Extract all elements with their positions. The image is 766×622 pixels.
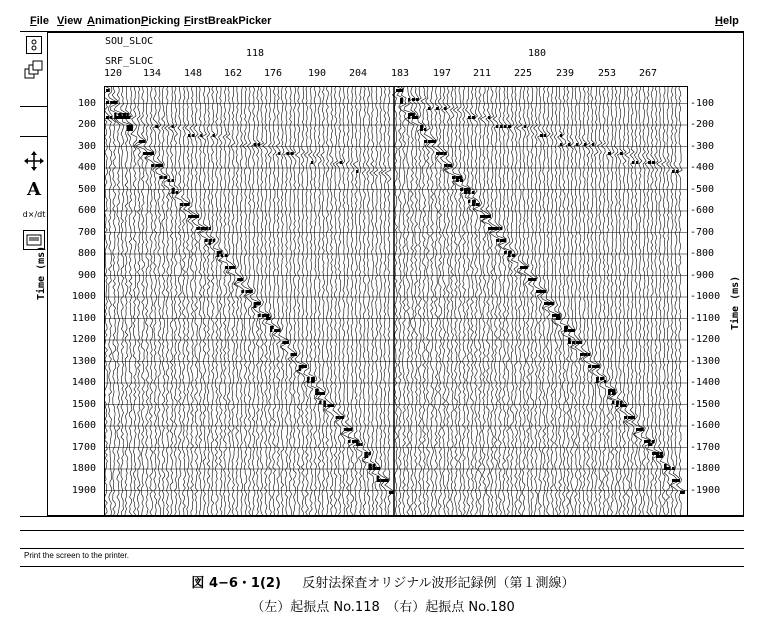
y-tick-label: -1100 bbox=[690, 312, 721, 324]
srf-tick-label: 176 bbox=[263, 68, 283, 79]
srf-tick-label: 197 bbox=[432, 68, 452, 79]
seismic-trace bbox=[362, 86, 368, 515]
seismic-trace-fill bbox=[488, 116, 492, 230]
seismic-trace-fill bbox=[180, 203, 184, 206]
figure-subtitle: （左）起振点 No.118 （右）起振点 No.180 bbox=[251, 600, 515, 615]
seismic-trace-fill bbox=[303, 365, 307, 368]
seismic-trace bbox=[605, 86, 612, 515]
y-tick-label: 500 bbox=[77, 183, 96, 195]
derivative-icon[interactable]: d×/dt bbox=[23, 204, 45, 226]
seismic-trace-fill bbox=[295, 353, 297, 356]
seismic-trace-fill bbox=[233, 266, 236, 269]
seismic-trace bbox=[653, 86, 661, 515]
seismic-trace bbox=[235, 86, 244, 515]
seismic-trace bbox=[288, 86, 296, 515]
seismic-trace bbox=[592, 86, 600, 515]
sou-label: SOU_SLOC bbox=[105, 36, 154, 47]
seismic-trace bbox=[206, 86, 212, 515]
seismic-trace bbox=[508, 86, 515, 515]
seismic-trace bbox=[311, 86, 319, 515]
seismic-trace bbox=[676, 86, 685, 515]
seismic-trace-fill bbox=[448, 164, 452, 167]
y-tick-label: 100 bbox=[77, 97, 96, 109]
seismic-trace-fill bbox=[548, 302, 552, 305]
y-tick-label: -900 bbox=[690, 269, 715, 281]
y-tick-label: -1000 bbox=[690, 291, 721, 302]
seismic-trace bbox=[192, 86, 200, 515]
seismic-trace bbox=[381, 86, 389, 515]
seismic-trace-fill bbox=[131, 125, 133, 131]
seismic-trace-fill bbox=[360, 443, 363, 446]
y-tick-label: -600 bbox=[690, 205, 715, 216]
seismic-trace bbox=[307, 86, 314, 515]
seismic-trace bbox=[168, 86, 174, 515]
layers-icon[interactable] bbox=[23, 60, 45, 82]
seismic-trace-fill bbox=[640, 428, 644, 431]
seismic-plot[interactable] bbox=[104, 86, 688, 516]
seismic-trace bbox=[608, 86, 616, 515]
seismic-trace bbox=[488, 86, 497, 515]
seismic-trace bbox=[600, 86, 606, 515]
menu-bar bbox=[20, 10, 744, 32]
seismic-trace bbox=[280, 86, 289, 515]
y-tick-label: 700 bbox=[77, 226, 96, 238]
seismic-trace bbox=[657, 86, 664, 515]
seismic-trace bbox=[645, 86, 653, 515]
seismic-trace bbox=[333, 86, 340, 515]
seismic-trace bbox=[571, 86, 581, 515]
seismic-trace-fill bbox=[389, 491, 394, 494]
seismic-trace-fill bbox=[196, 215, 200, 230]
seismic-trace-fill bbox=[262, 314, 267, 317]
seismic-trace bbox=[161, 86, 168, 515]
seismic-trace-fill bbox=[270, 326, 274, 332]
seismic-trace-fill bbox=[336, 416, 340, 419]
menu-view[interactable]: View bbox=[57, 15, 82, 27]
srf-tick-label: 190 bbox=[307, 68, 327, 79]
y-tick-label: -700 bbox=[690, 226, 715, 238]
seismic-trace bbox=[580, 86, 588, 515]
seismic-trace bbox=[664, 86, 670, 515]
seismic-trace-fill bbox=[385, 479, 389, 482]
y-tick-label: 800 bbox=[77, 248, 96, 259]
srf-tick-label: 134 bbox=[142, 68, 162, 79]
menu-file[interactable]: File bbox=[30, 15, 49, 27]
seismic-trace bbox=[445, 86, 456, 515]
seismic-trace bbox=[421, 86, 428, 515]
seismic-trace-fill bbox=[204, 227, 208, 242]
seismic-trace bbox=[250, 86, 259, 515]
srf-tick-label: 162 bbox=[223, 68, 243, 79]
seismic-trace bbox=[357, 86, 363, 515]
menu-animation[interactable]: Animation bbox=[87, 15, 141, 27]
seismic-trace bbox=[234, 86, 242, 515]
srf-tick-label: 211 bbox=[472, 68, 492, 79]
y-tick-label: 1200 bbox=[71, 334, 96, 345]
sou-value-left: 118 bbox=[246, 48, 265, 59]
zoom-icon[interactable] bbox=[26, 36, 42, 54]
srf-tick-label: 225 bbox=[513, 68, 533, 79]
y-tick-label: 1600 bbox=[71, 420, 96, 431]
y-tick-label: -1900 bbox=[690, 484, 721, 496]
srf-tick-label: 204 bbox=[348, 68, 368, 79]
y-axis-title-left: Time (ms) bbox=[36, 245, 47, 300]
status-area bbox=[20, 516, 744, 566]
srf-tick-label: 253 bbox=[597, 68, 617, 79]
seismic-trace-fill bbox=[266, 314, 271, 320]
seismic-trace-fill bbox=[668, 467, 671, 470]
y-tick-label: 1100 bbox=[71, 312, 96, 324]
seismic-trace-fill bbox=[616, 401, 619, 407]
seismic-trace bbox=[626, 86, 635, 515]
seismic-trace-fill bbox=[209, 227, 212, 245]
menu-firstbreakpicker[interactable]: FirstBreakPicker bbox=[184, 15, 272, 27]
figure-number: 図 4−6・1(2) bbox=[191, 576, 281, 591]
seismic-trace-fill bbox=[476, 203, 480, 206]
y-tick-label: 1300 bbox=[71, 355, 96, 367]
seismic-trace bbox=[188, 86, 197, 515]
y-tick-label: -100 bbox=[690, 97, 715, 109]
seismic-trace bbox=[397, 86, 403, 515]
seismic-trace bbox=[465, 86, 471, 515]
y-tick-label: 1400 bbox=[71, 377, 96, 388]
y-tick-label: -800 bbox=[690, 248, 715, 259]
srf-label: SRF_SLOC bbox=[105, 56, 154, 67]
seismic-trace bbox=[123, 86, 133, 515]
seismic-trace bbox=[400, 86, 406, 515]
sou-value-right: 180 bbox=[528, 48, 547, 59]
y-tick-label: 1500 bbox=[71, 398, 96, 410]
y-tick-label: 1800 bbox=[71, 463, 96, 474]
seismic-trace-fill bbox=[221, 254, 223, 257]
srf-tick-label: 120 bbox=[103, 68, 123, 79]
seismic-trace bbox=[385, 86, 394, 515]
seismic-trace-fill bbox=[632, 161, 635, 419]
y-tick-label: -1400 bbox=[690, 377, 721, 388]
seismic-trace bbox=[404, 86, 413, 515]
seismic-trace bbox=[468, 86, 476, 515]
seismic-trace bbox=[304, 86, 310, 515]
y-tick-label: 900 bbox=[77, 269, 96, 281]
srf-tick-label: 183 bbox=[390, 68, 410, 79]
seismic-trace bbox=[648, 86, 657, 515]
y-tick-label: -500 bbox=[690, 183, 715, 195]
y-tick-label: 1000 bbox=[71, 291, 96, 302]
seismic-trace-fill bbox=[468, 116, 471, 203]
figure-caption bbox=[0, 572, 766, 591]
seismic-trace bbox=[108, 86, 116, 515]
y-tick-label: 400 bbox=[77, 162, 96, 173]
seismic-trace bbox=[569, 86, 576, 515]
seismic-trace bbox=[136, 86, 147, 515]
y-tick-label: -200 bbox=[690, 119, 715, 130]
srf-tick-label: 148 bbox=[183, 68, 203, 79]
menu-picking[interactable]: Picking bbox=[141, 15, 181, 27]
figure-title: 反射法探査オリジナル波形記録例（第１測線） bbox=[302, 576, 575, 591]
seismic-trace-fill bbox=[600, 377, 605, 380]
y-tick-label: -1500 bbox=[690, 398, 721, 410]
y-tick-label: -300 bbox=[690, 140, 715, 152]
seismic-trace bbox=[353, 86, 360, 515]
y-tick-label: -1700 bbox=[690, 441, 721, 453]
srf-tick-label: 239 bbox=[555, 68, 575, 79]
seismic-trace-fill bbox=[452, 176, 456, 179]
seismic-trace bbox=[156, 86, 164, 515]
seismic-trace bbox=[218, 86, 223, 515]
seismic-trace bbox=[481, 86, 492, 515]
pan-icon[interactable] bbox=[23, 150, 45, 172]
seismic-trace-fill bbox=[636, 161, 642, 431]
menu-help[interactable]: Help bbox=[715, 15, 739, 27]
seismic-trace bbox=[417, 86, 423, 515]
y-tick-label: 300 bbox=[77, 140, 96, 152]
seismic-trace bbox=[440, 86, 448, 515]
seismic-trace-fill bbox=[344, 428, 348, 431]
seismic-trace-fill bbox=[307, 377, 310, 383]
seismic-trace bbox=[490, 86, 500, 515]
seismic-trace bbox=[273, 86, 280, 515]
seismic-trace bbox=[172, 86, 178, 515]
seismic-trace bbox=[624, 86, 633, 515]
y-tick-label: 1900 bbox=[71, 484, 96, 496]
seismic-trace bbox=[597, 86, 605, 515]
seismic-trace bbox=[164, 86, 170, 515]
seismic-trace bbox=[318, 86, 326, 515]
seismic-trace-fill bbox=[552, 302, 556, 317]
y-tick-label: 1700 bbox=[71, 441, 96, 453]
seismic-trace-fill bbox=[168, 179, 171, 182]
y-tick-label: -1300 bbox=[690, 355, 721, 367]
y-axis-title-right: Time (ms) bbox=[730, 275, 741, 330]
seismic-trace bbox=[245, 86, 253, 515]
seismic-trace bbox=[537, 86, 545, 515]
seismic-trace bbox=[610, 86, 619, 515]
status-message: Print the screen to the printer. bbox=[24, 551, 129, 560]
y-tick-label: -1200 bbox=[690, 334, 721, 345]
seismic-trace-fill bbox=[237, 278, 242, 281]
seismic-trace bbox=[279, 86, 289, 515]
seismic-trace bbox=[473, 86, 480, 515]
y-tick-label: -400 bbox=[690, 162, 715, 173]
srf-tick-label: 267 bbox=[638, 68, 658, 79]
seismic-trace bbox=[474, 86, 485, 515]
y-tick-label: -1800 bbox=[690, 463, 721, 474]
seismic-trace bbox=[200, 86, 208, 515]
seismic-trace-fill bbox=[440, 152, 444, 155]
y-tick-label: 600 bbox=[77, 205, 96, 216]
y-tick-label: -1600 bbox=[690, 420, 721, 431]
seismic-trace-fill bbox=[163, 176, 167, 179]
seismic-trace bbox=[210, 86, 216, 515]
seismic-trace bbox=[297, 86, 307, 515]
seismic-trace bbox=[114, 86, 125, 515]
seismic-trace-fill bbox=[323, 401, 326, 407]
annotate-icon[interactable]: A bbox=[23, 178, 45, 200]
seismic-trace-fill bbox=[680, 491, 685, 494]
seismic-trace-fill bbox=[250, 290, 253, 293]
y-tick-label: 200 bbox=[77, 119, 96, 130]
